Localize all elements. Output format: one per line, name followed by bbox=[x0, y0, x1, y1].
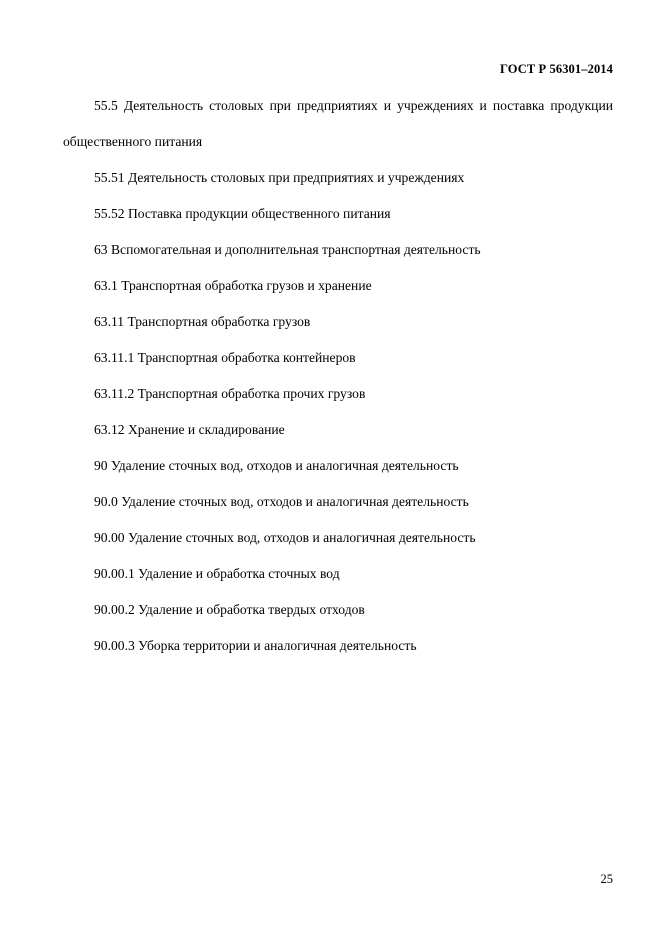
classifier-entry: 63.1 Транспортная обработка грузов и хранение bbox=[94, 278, 372, 293]
classifier-entry: 63 Вспомогательная и дополнительная транспортная деятельность bbox=[94, 242, 481, 257]
classifier-entry: 55.5 Деятельность столовых при предприятиях и учреждениях и поставка продукции общественного питания bbox=[63, 98, 613, 149]
classifier-entry: 90.00.2 Удаление и обработка твердых отходов bbox=[94, 602, 365, 617]
classifier-list bbox=[63, 88, 613, 664]
classifier-entry: 90.00.3 Уборка территории и аналогичная деятельность bbox=[94, 638, 417, 653]
classifier-entry: 55.51 Деятельность столовых при предприятиях и учреждениях bbox=[94, 170, 465, 185]
page-number: 25 bbox=[600, 872, 613, 886]
classifier-entry: 90.00.1 Удаление и обработка сточных вод bbox=[94, 566, 340, 581]
classifier-entry: 90.0 Удаление сточных вод, отходов и аналогичная деятельность bbox=[94, 494, 469, 509]
classifier-entry: 90.00 Удаление сточных вод, отходов и аналогичная деятельность bbox=[94, 530, 476, 545]
classifier-entry: 63.11.2 Транспортная обработка прочих грузов bbox=[94, 386, 366, 401]
classifier-entry: 63.11.1 Транспортная обработка контейнеров bbox=[94, 350, 356, 365]
document-code: ГОСТ Р 56301–2014 bbox=[500, 62, 613, 76]
classifier-entry: 63.11 Транспортная обработка грузов bbox=[94, 314, 311, 329]
classifier-entry: 90 Удаление сточных вод, отходов и аналогичная деятельность bbox=[94, 458, 459, 473]
classifier-entry: 55.52 Поставка продукции общественного питания bbox=[94, 206, 391, 221]
classifier-entry: 63.12 Хранение и складирование bbox=[94, 422, 285, 437]
